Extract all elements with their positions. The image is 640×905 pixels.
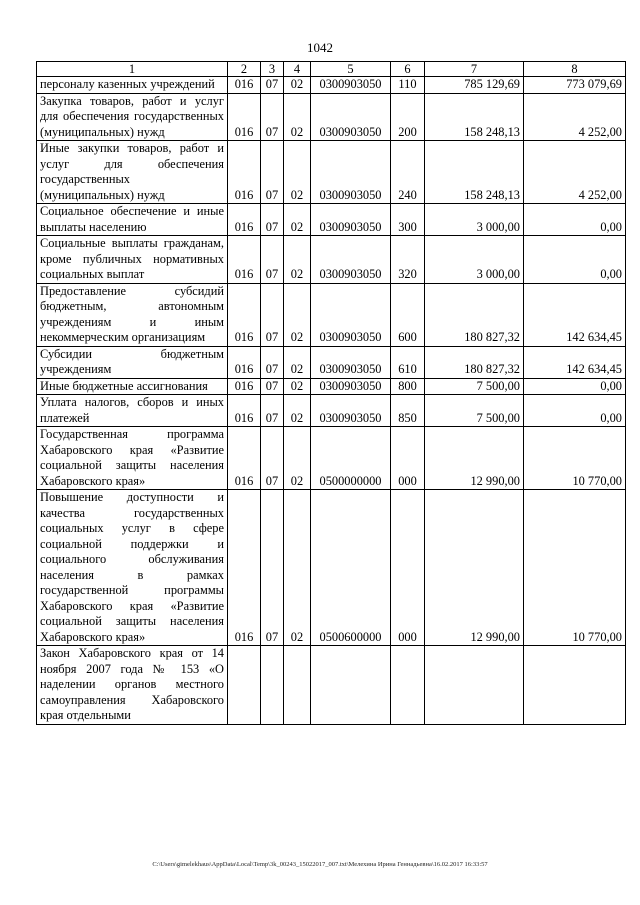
- cell-c3: 07: [261, 346, 284, 378]
- cell-c6: 800: [391, 378, 425, 395]
- table-row: [37, 395, 626, 427]
- header-cell: 4: [284, 62, 311, 77]
- cell-c4: 02: [284, 490, 311, 646]
- cell-c8: 142 634,45: [524, 346, 626, 378]
- table-row: [37, 490, 626, 646]
- cell-c5: 0300903050: [311, 283, 391, 346]
- table-row: [37, 378, 626, 395]
- cell-c2: 016: [228, 141, 261, 204]
- budget-table: [36, 61, 626, 725]
- cell-c2: 016: [228, 427, 261, 490]
- row-name: Социальные выплаты гражданам, кроме публичных нормативных социальных выплат: [40, 236, 224, 281]
- cell-c7: 12 990,00: [425, 427, 524, 490]
- cell-c4: 02: [284, 378, 311, 395]
- table-row: [37, 646, 626, 725]
- cell-c7: 7 500,00: [425, 395, 524, 427]
- row-name-cell: [37, 204, 228, 236]
- cell-c8: 4 252,00: [524, 93, 626, 141]
- cell-c4: 02: [284, 93, 311, 141]
- cell-c4: 02: [284, 141, 311, 204]
- cell-c5: 0300903050: [311, 93, 391, 141]
- cell-c3: 07: [261, 395, 284, 427]
- cell-c5: 0500600000: [311, 490, 391, 646]
- row-name-cell: [37, 378, 228, 395]
- cell-c8: 4 252,00: [524, 141, 626, 204]
- cell-c7: [425, 646, 524, 725]
- cell-c3: 07: [261, 378, 284, 395]
- table-row: [37, 346, 626, 378]
- cell-c5: 0300903050: [311, 77, 391, 94]
- cell-c7: 3 000,00: [425, 236, 524, 284]
- cell-c4: 02: [284, 427, 311, 490]
- row-name-cell: [37, 646, 228, 725]
- row-name: Предоставление субсидий бюджетным, автономным учреждениям и иным некоммерческим организациям: [40, 283, 224, 344]
- cell-c3: 07: [261, 490, 284, 646]
- cell-c7: 12 990,00: [425, 490, 524, 646]
- row-name: Уплата налогов, сборов и иных платежей: [40, 395, 224, 425]
- row-name-cell: [37, 346, 228, 378]
- row-name-cell: [37, 236, 228, 284]
- row-name: Иные бюджетные ассигнования: [40, 378, 208, 393]
- cell-c6: 000: [391, 490, 425, 646]
- cell-c4: 02: [284, 346, 311, 378]
- cell-c8: [524, 646, 626, 725]
- cell-c3: 07: [261, 427, 284, 490]
- header-cell: 3: [261, 62, 284, 77]
- cell-c5: 0300903050: [311, 236, 391, 284]
- table-row: [37, 427, 626, 490]
- row-name-cell: [37, 283, 228, 346]
- cell-c6: 300: [391, 204, 425, 236]
- cell-c4: 02: [284, 236, 311, 284]
- table-row: [37, 283, 626, 346]
- cell-c5: 0300903050: [311, 141, 391, 204]
- header-cell: 2: [228, 62, 261, 77]
- table-row: [37, 141, 626, 204]
- cell-c8: 0,00: [524, 378, 626, 395]
- cell-c7: 158 248,13: [425, 141, 524, 204]
- cell-c8: 0,00: [524, 204, 626, 236]
- cell-c6: [391, 646, 425, 725]
- row-name: Закон Хабаровского края от 14 ноября 2007 года № 153 «О наделении органов местного самоуправления Хабаровского края отдельными: [40, 646, 224, 722]
- cell-c6: 320: [391, 236, 425, 284]
- cell-c6: 200: [391, 93, 425, 141]
- row-name-cell: [37, 141, 228, 204]
- cell-c8: 0,00: [524, 395, 626, 427]
- header-cell: 1: [37, 62, 228, 77]
- row-name: Социальное обеспечение и иные выплаты населению: [40, 204, 224, 234]
- header-cell: 7: [425, 62, 524, 77]
- row-name-cell: [37, 395, 228, 427]
- row-name-cell: [37, 427, 228, 490]
- cell-c6: 600: [391, 283, 425, 346]
- cell-c2: 016: [228, 490, 261, 646]
- cell-c4: 02: [284, 395, 311, 427]
- cell-c2: 016: [228, 77, 261, 94]
- table-row: [37, 204, 626, 236]
- cell-c3: 07: [261, 283, 284, 346]
- cell-c3: 07: [261, 93, 284, 141]
- row-name: Повышение доступности и качества государственных социальных услуг в сфере социальной поддержки и социального обслуживания населения в рамках государственной программы Хабаровского края «Развитие социальной защиты населения Хабаровского края»: [40, 490, 224, 644]
- table-row: [37, 77, 626, 94]
- cell-c7: 7 500,00: [425, 378, 524, 395]
- cell-c7: 3 000,00: [425, 204, 524, 236]
- cell-c8: 0,00: [524, 236, 626, 284]
- row-name-cell: [37, 93, 228, 141]
- header-cell: 8: [524, 62, 626, 77]
- row-name: Государственная программа Хабаровского края «Развитие социальной защиты населения Хабаровского края»: [40, 427, 224, 488]
- cell-c3: 07: [261, 204, 284, 236]
- cell-c5: 0300903050: [311, 395, 391, 427]
- cell-c3: [261, 646, 284, 725]
- cell-c2: 016: [228, 378, 261, 395]
- cell-c2: 016: [228, 395, 261, 427]
- cell-c8: 10 770,00: [524, 490, 626, 646]
- cell-c2: 016: [228, 283, 261, 346]
- cell-c7: 180 827,32: [425, 346, 524, 378]
- row-name: Субсидии бюджетным учреждениям: [40, 346, 224, 376]
- cell-c8: 773 079,69: [524, 77, 626, 94]
- cell-c2: 016: [228, 93, 261, 141]
- row-name: Закупка товаров, работ и услуг для обеспечения государственных (муниципальных) нужд: [40, 93, 224, 139]
- cell-c6: 850: [391, 395, 425, 427]
- page-number: 1042: [307, 40, 333, 55]
- cell-c2: 016: [228, 346, 261, 378]
- cell-c3: 07: [261, 77, 284, 94]
- row-name: Иные закупки товаров, работ и услуг для обеспечения государственных (муниципальных) нужд: [40, 141, 224, 202]
- cell-c3: 07: [261, 141, 284, 204]
- cell-c6: 610: [391, 346, 425, 378]
- file-path-footer: C:\Users\gimelekhaus\AppData\Local\Temp\3k_00243_15022017_007.txt\Мелехина Ирина Геннадьевна\16.02.2017 16:33:57: [152, 861, 488, 868]
- cell-c4: 02: [284, 283, 311, 346]
- cell-c5: 0300903050: [311, 378, 391, 395]
- header-cell: 5: [311, 62, 391, 77]
- cell-c6: 240: [391, 141, 425, 204]
- row-name-cell: [37, 77, 228, 94]
- cell-c5: 0500000000: [311, 427, 391, 490]
- cell-c2: 016: [228, 236, 261, 284]
- cell-c4: [284, 646, 311, 725]
- row-name-cell: [37, 490, 228, 646]
- cell-c5: 0300903050: [311, 346, 391, 378]
- cell-c8: 10 770,00: [524, 427, 626, 490]
- cell-c5: 0300903050: [311, 204, 391, 236]
- table-header-row: [37, 62, 626, 77]
- cell-c8: 142 634,45: [524, 283, 626, 346]
- cell-c7: 180 827,32: [425, 283, 524, 346]
- table-row: [37, 236, 626, 284]
- cell-c4: 02: [284, 204, 311, 236]
- cell-c6: 000: [391, 427, 425, 490]
- header-cell: 6: [391, 62, 425, 77]
- cell-c7: 158 248,13: [425, 93, 524, 141]
- cell-c6: 110: [391, 77, 425, 94]
- cell-c5: [311, 646, 391, 725]
- table-row: [37, 93, 626, 141]
- cell-c4: 02: [284, 77, 311, 94]
- row-name: персоналу казенных учреждений: [40, 77, 215, 91]
- cell-c3: 07: [261, 236, 284, 284]
- cell-c7: 785 129,69: [425, 77, 524, 94]
- cell-c2: 016: [228, 204, 261, 236]
- cell-c2: [228, 646, 261, 725]
